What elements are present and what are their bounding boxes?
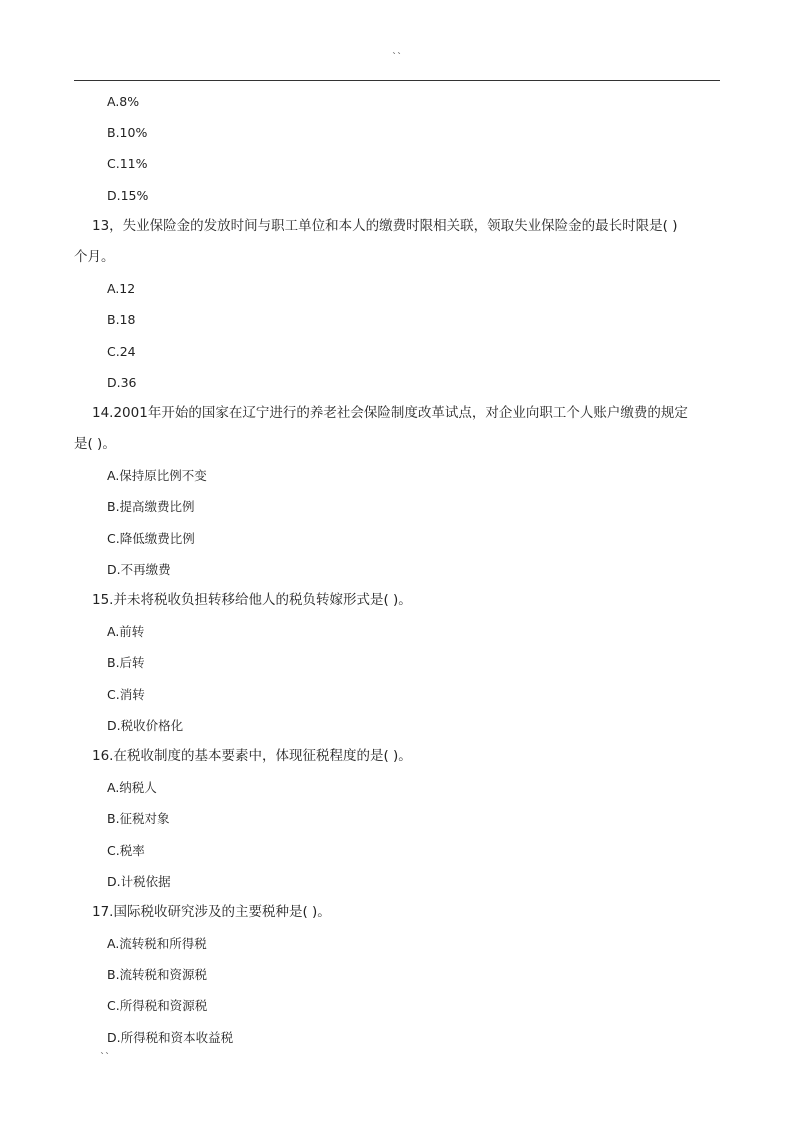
question-text-continued: 是( )。 (74, 436, 116, 453)
answer-option: D.计税依据 (107, 873, 171, 889)
answer-option: A.纳税人 (107, 780, 157, 796)
answer-option: D.所得税和资本收益税 (107, 1029, 234, 1045)
answer-option: A.12 (107, 281, 136, 297)
answer-option: B.10% (107, 125, 148, 141)
answer-option: C.所得税和资源税 (107, 998, 208, 1014)
answer-option: A.流转税和所得税 (107, 936, 207, 952)
question-content (74, 86, 720, 1053)
answer-option: B.后转 (107, 655, 145, 671)
question-text: 16.在税收制度的基本要素中，体现征税程度的是( )。 (92, 747, 412, 764)
question-text: 14.2001年开始的国家在辽宁进行的养老社会保险制度改革试点，对企业向职工个人账户缴费的规定 (92, 404, 688, 421)
answer-option: A.保持原比例不变 (107, 468, 207, 484)
answer-option: B.18 (107, 312, 136, 328)
answer-option: C.11% (107, 156, 148, 172)
answer-option: A.8% (107, 94, 140, 109)
answer-option: C.降低缴费比例 (107, 530, 195, 546)
question-text: 13，失业保险金的发放时间与职工单位和本人的缴费时限相关联，领取失业保险金的最长时限是( ) (92, 217, 678, 234)
question-text-continued: 个月。 (74, 248, 115, 265)
answer-option: D.15% (107, 187, 149, 203)
answer-option: D.不再缴费 (107, 561, 171, 577)
answer-option: B.征税对象 (107, 811, 170, 827)
footer-mark: `` (100, 1052, 110, 1063)
answer-option: D.税收价格化 (107, 717, 184, 733)
answer-option: C.24 (107, 343, 136, 359)
answer-option: B.提高缴费比例 (107, 499, 195, 515)
answer-option: D.36 (107, 374, 137, 390)
answer-option: C.税率 (107, 842, 145, 858)
header-mark: `` (392, 52, 402, 63)
question-text: 17.国际税收研究涉及的主要税种是( )。 (92, 903, 331, 920)
answer-option: C.消转 (107, 686, 145, 702)
answer-option: A.前转 (107, 624, 145, 640)
answer-option: B.流转税和资源税 (107, 967, 208, 983)
question-text: 15.并未将税收负担转移给他人的税负转嫁形式是( )。 (92, 592, 412, 608)
header-rule (74, 80, 720, 81)
